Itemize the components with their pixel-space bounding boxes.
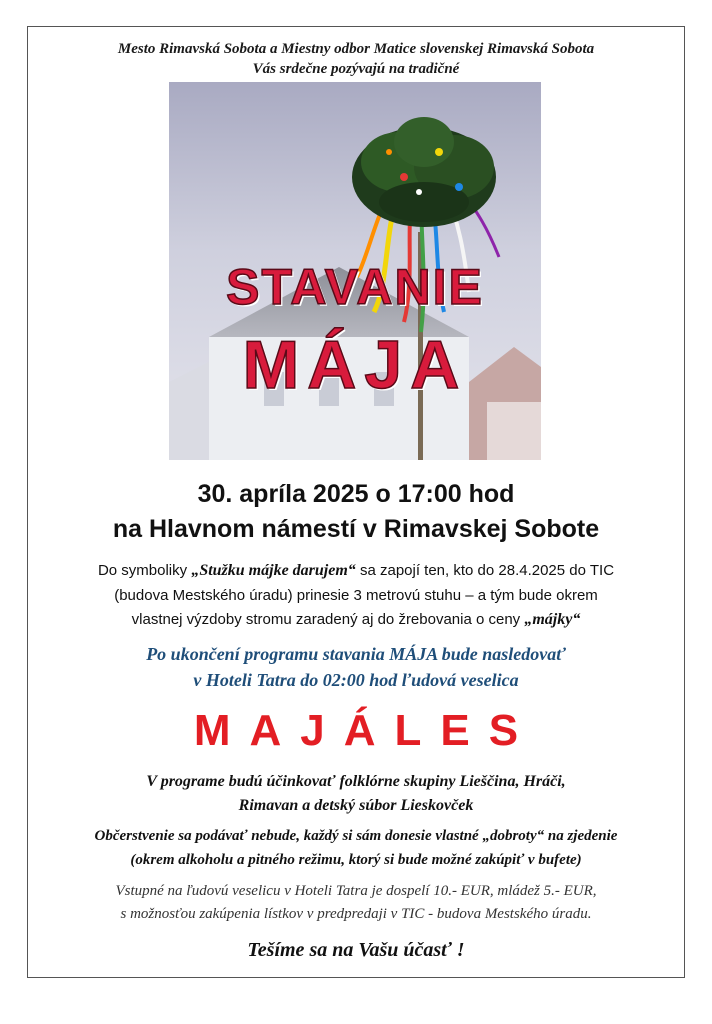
ribbon-line-1 (0, 562, 712, 580)
ribbon-prize: „májky“ (524, 611, 581, 628)
hero-title-line2: MÁJA (242, 327, 468, 403)
after-program-line-2: v Hoteli Tatra do 02:00 hod ľudová veselica (193, 670, 519, 690)
hero-title-line1: STAVANIE (226, 259, 484, 315)
entry-fee-line-2: s možnosťou zakúpenia lístkov v predpredaji v TIC - budova Mestského úradu. (120, 906, 592, 922)
ribbon-text: sa zapojí ten, kto do 28.4.2025 do TIC (355, 562, 615, 579)
program-line-1: V programe budú účinkovať folklórne skupiny Lieščina, Hráči, (146, 773, 566, 790)
ribbon-slogan: „Stužku májke darujem“ (191, 562, 356, 579)
organizers-line: Mesto Rimavská Sobota a Miestny odbor Matice slovenskej Rimavská Sobota (117, 41, 595, 57)
refreshment-line-1: Občerstvenie sa podávať nebude, každý si sám donesie vlastné „dobroty“ na zjedenie (94, 828, 618, 844)
event-date: 30. apríla 2025 o 17:00 hod (197, 480, 515, 508)
ribbon-text: Do symboliky (97, 562, 192, 579)
invitation-line: Vás srdečne pozývajú na tradičné (252, 61, 460, 77)
event-place: na Hlavnom námestí v Rimavskej Sobote (112, 515, 600, 543)
ribbon-text: vlastnej výzdoby stromu zaradený aj do žrebovania o ceny (131, 611, 525, 628)
after-program-line-1: Po ukončení programu stavania MÁJA bude nasledovať (146, 644, 566, 664)
hero-image (169, 82, 541, 460)
refreshment-line-2: (okrem alkoholu a pitného režimu, ktorý si bude možné zakúpiť v bufete) (130, 852, 582, 868)
entry-fee-line-1: Vstupné na ľudovú veselicu v Hoteli Tatra je dospelí 10.- EUR, mládež 5.- EUR, (115, 883, 597, 899)
majales-title: MAJÁLES (193, 706, 538, 755)
program-line-2: Rimavan a detský súbor Lieskovček (238, 797, 474, 814)
ribbon-line-3 (0, 611, 712, 629)
closing-line: Tešíme sa na Vašu účasť ! (247, 939, 465, 961)
ribbon-line-2: (budova Mestského úradu) prinesie 3 metrovú stuhu – a tým bude okrem (114, 587, 598, 604)
